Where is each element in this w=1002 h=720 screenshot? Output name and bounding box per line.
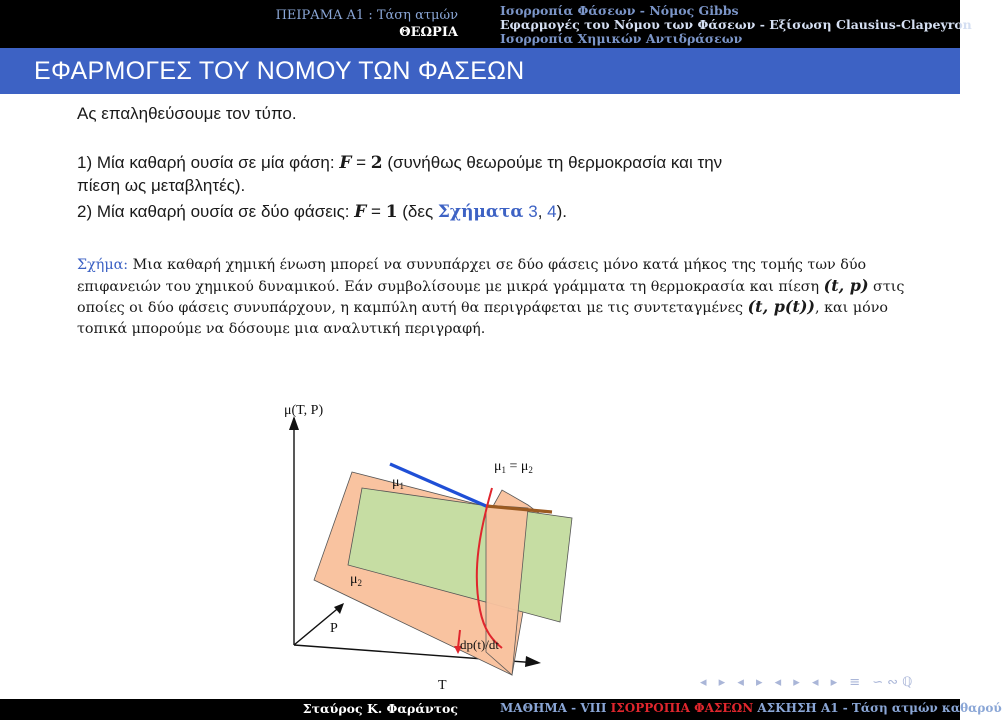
curve-derivative-label: dp(t)/dt — [460, 637, 499, 652]
section-link-applications[interactable]: Εφαρμογές του Νόμου των Φάσεων - Εξίσωση Clausius-Clapeyron — [500, 17, 972, 32]
item-2-math-f: F — [354, 202, 367, 222]
footer-exercise[interactable]: ΑΣΚΗΣΗ Α1 - Τάση ατμών καθαρού — [757, 701, 1002, 715]
caption-math-tpt: (t, p(t)) — [747, 297, 815, 316]
footer-right — [500, 701, 1002, 715]
footer-course[interactable]: ΜΑΘΗΜΑ - VIII — [500, 701, 607, 715]
intro-text: Ας επαληθεύσουμε τον τύπο. — [77, 104, 297, 123]
figure-caption — [77, 255, 907, 339]
item-2-text-b: (δες — [397, 202, 438, 221]
figure-4-link[interactable]: 4 — [547, 202, 557, 221]
header-left — [0, 0, 500, 48]
y-axis-arrow — [289, 416, 299, 430]
section-link-chemical-equilibrium[interactable]: Ισορροπία Χημικών Αντιδράσεων — [500, 31, 743, 46]
caption-label: Σχήμα: — [77, 257, 129, 273]
mu2-label: $\mu_2$ — [350, 572, 363, 588]
item-2-comma: , — [537, 202, 548, 221]
caption-text-3: , και μόνο τοπικά μπορούμε να δόσουμε μια αναλυτική περιγραφή. — [77, 300, 889, 337]
chemical-potential-diagram — [260, 390, 640, 710]
figures-link[interactable]: Σχήματα — [437, 202, 524, 222]
section-link-gibbs[interactable]: Ισορροπία Φάσεων - Νόμος Gibbs — [500, 3, 739, 18]
header-sections — [500, 3, 972, 46]
item-2-end: ). — [556, 202, 567, 221]
item-2-number: 1 — [385, 202, 398, 222]
item-2-equals: = — [366, 202, 386, 221]
header-bar — [0, 0, 972, 48]
item-1-line-1 — [77, 153, 722, 173]
item-1-math-f: F — [339, 153, 352, 173]
caption-text-1: Μια καθαρή χημική ένωση μπορεί να συνυπάρχει σε δύο φάσεις μόνο κατά μήκος της τομής των δύο επιφανειών του χημικού δυναμικού. Εάν συμβολίσουμε με μικρά γράμματα τη θερμοκρασία και πίεση — [77, 257, 867, 295]
footer-topic[interactable]: ΙΣΟΡΡΟΠΙΑ ΦΑΣΕΩΝ — [610, 701, 754, 715]
item-1-text-b: (συνήθως θεωρούμε τη θερμοκρασία και την — [382, 153, 723, 172]
header-course-link[interactable]: ΠΕΙΡΑΜΑ Α1 : Τάση ατμών — [275, 8, 458, 23]
item-2-line — [77, 202, 567, 222]
p-axis-label: P — [330, 621, 338, 636]
beamer-navigation-controls[interactable]: ◂ ▸ ◂ ▸ ◂ ▸ ◂ ▸ ≡ ∽∾ℚ — [700, 675, 917, 690]
item-1-text-a: 1) Μία καθαρή ουσία σε μία φάση: — [77, 153, 340, 172]
item-1-equals: = — [351, 153, 371, 172]
mu1-label: $\mu_1$ — [392, 475, 405, 491]
slide-title-bar — [0, 48, 960, 94]
mu-equality-label: $\mu_1 = \mu_2$ — [494, 459, 533, 475]
t-axis-label: T — [438, 678, 447, 693]
caption-text-2: στις οποίες οι δύο φάσεις συνυπάρχουν, η καμπύλη αυτή θα περιγράφεται με τις συντεταγμένες — [77, 278, 905, 316]
p-axis-arrow — [334, 603, 344, 614]
item-2-text-a: 2) Μία καθαρή ουσία σε δύο φάσεις: — [77, 202, 355, 221]
header-section-link[interactable]: ΘΕΩΡΙΑ — [399, 25, 458, 40]
item-1-number: 2 — [370, 153, 383, 173]
slide-title: ΕΦΑΡΜΟΓΕΣ ΤΟΥ ΝΟΜΟΥ ΤΩΝ ΦΑΣΕΩΝ — [34, 57, 525, 85]
caption-math-tp: (t, p) — [823, 275, 869, 295]
item-1-line-2: πίεση ως μεταβλητές). — [77, 176, 246, 195]
footer-bar — [0, 699, 1002, 720]
figure-3-link[interactable]: 3 — [528, 202, 538, 221]
y-axis-label: μ(T, P) — [284, 403, 324, 418]
footer-author: Σταύρος Κ. Φαράντος — [302, 701, 458, 716]
t-axis-arrow — [525, 656, 541, 667]
